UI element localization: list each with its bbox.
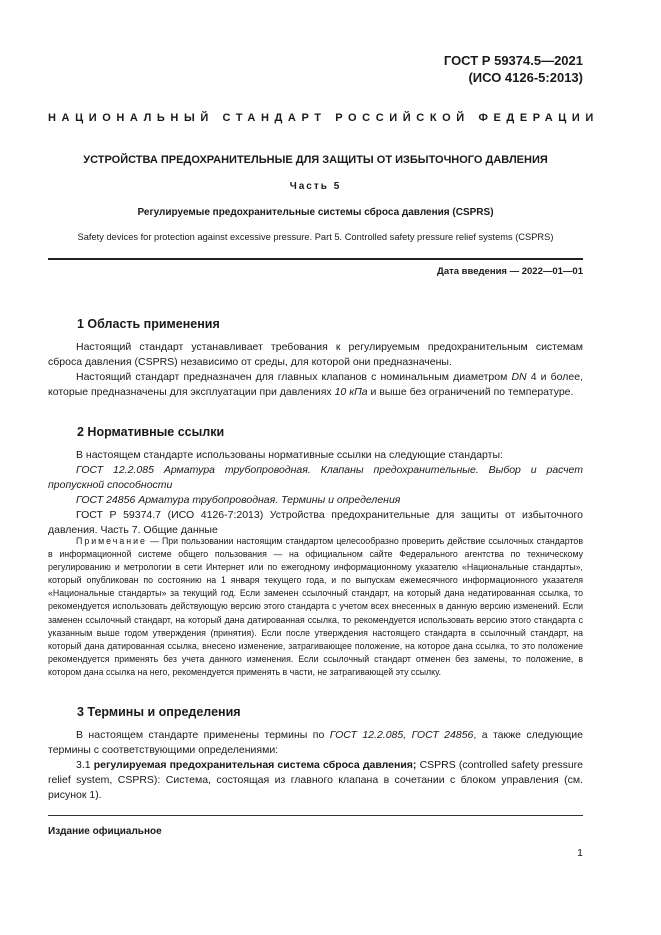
introduction-date: Дата введения — 2022—01—01	[437, 266, 583, 277]
section-2-heading: 2 Нормативные ссылки	[77, 425, 225, 439]
note-label: Примечание	[76, 536, 147, 546]
section-3-intro: В настоящем стандарте применены термины по ГОСТ 12.2.085, ГОСТ 24856, а также следующие термины с соответствующими определениями:	[48, 729, 583, 756]
reference-3: ГОСТ Р 59374.7 (ИСО 4126-7:2013) Устройства предохранительные для защиты от избыточного давления. Часть 7. Общие данные	[48, 509, 583, 536]
part-label: Часть 5	[289, 181, 342, 192]
section-3-heading: 3 Термины и определения	[77, 705, 241, 719]
national-standard-banner: НАЦИОНАЛЬНЫЙ СТАНДАРТ РОССИЙСКОЙ ФЕДЕРАЦИИ	[48, 112, 599, 124]
document-subtitle: Регулируемые предохранительные системы сброса давления (CSPRS)	[137, 207, 494, 218]
standard-code: ГОСТ Р 59374.5—2021	[443, 53, 583, 68]
section-3-body	[48, 728, 583, 803]
term-3-1: 3.1 регулируемая предохранительная система сброса давления; CSPRS (controlled safety pressure relief system, CSPRS): Система, состоящая из главного клапана в сочетании с блоком управления (см. рисунок 1).	[48, 759, 584, 801]
section-1-body	[48, 340, 583, 400]
reference-1: ГОСТ 12.2.085 Арматура трубопроводная. Клапаны предохранительные. Выбор и расчет пропускной способности	[48, 464, 583, 491]
section-1-paragraph-1: Настоящий стандарт устанавливает требования к регулируемым предохранительным системам сброса давления (CSPRS) независимо от среды, для которой они предназначены.	[48, 341, 583, 368]
page-number: 1	[577, 847, 583, 859]
header-divider	[48, 258, 583, 260]
official-edition-label: Издание официальное	[48, 826, 162, 837]
section-2-note	[48, 535, 583, 679]
iso-reference: (ИСО 4126-5:2013)	[468, 70, 583, 85]
footer-divider	[48, 815, 583, 816]
section-2-body	[48, 448, 583, 538]
document-title: УСТРОЙСТВА ПРЕДОХРАНИТЕЛЬНЫЕ ДЛЯ ЗАЩИТЫ ОТ ИЗБЫТОЧНОГО ДАВЛЕНИЯ	[83, 154, 548, 166]
note-text: — При пользовании настоящим стандартом целесообразно проверить действие ссылочных стандартов в информационной системе общего пользования — на официальном сайте Федерального агентства по техническому регулированию и метрологии в сети Интернет или по ежегодному информационному указателю «Национальные стандарты», который опубликован по состоянию на 1 января текущего года, и по выпускам ежемесячного информационного указателя «Национальные стандарты» за текущий год. Если заменен ссылочный стандарт, на который дана недатированная ссылка, то рекомендуется использовать действующую версию этого стандарта с учетом всех внесенных в данную версию изменений. Если заменен ссылочный стандарт, на который дана датированная ссылка, то рекомендуется использовать версию этого стандарта с указанным выше годом утверждения (принятия). Если после утверждения настоящего стандарта в ссылочный стандарт, на который дана датированная ссылка, внесено изменение, затрагивающее положение, на которое дана ссылка, то это положение рекомендуется применять без учета данного изменения. Если ссылочный стандарт отменен без замены, то положение, в котором дана ссылка на него, рекомендуется применять в части, не затрагивающей эту ссылку.	[48, 536, 583, 677]
english-title: Safety devices for protection against excessive pressure. Part 5. Controlled safety pressure relief systems (CSPRS)	[77, 232, 554, 242]
section-1-paragraph-2: Настоящий стандарт предназначен для главных клапанов с номинальным диаметром DN 4 и более, которые предназначены для эксплуатации при давлениях 10 кПа и выше без ограничений по температуре.	[48, 371, 583, 398]
section-2-intro: В настоящем стандарте использованы нормативные ссылки на следующие стандарты:	[76, 449, 503, 461]
reference-2: ГОСТ 24856 Арматура трубопроводная. Термины и определения	[76, 494, 401, 506]
section-1-heading: 1 Область применения	[77, 317, 220, 331]
